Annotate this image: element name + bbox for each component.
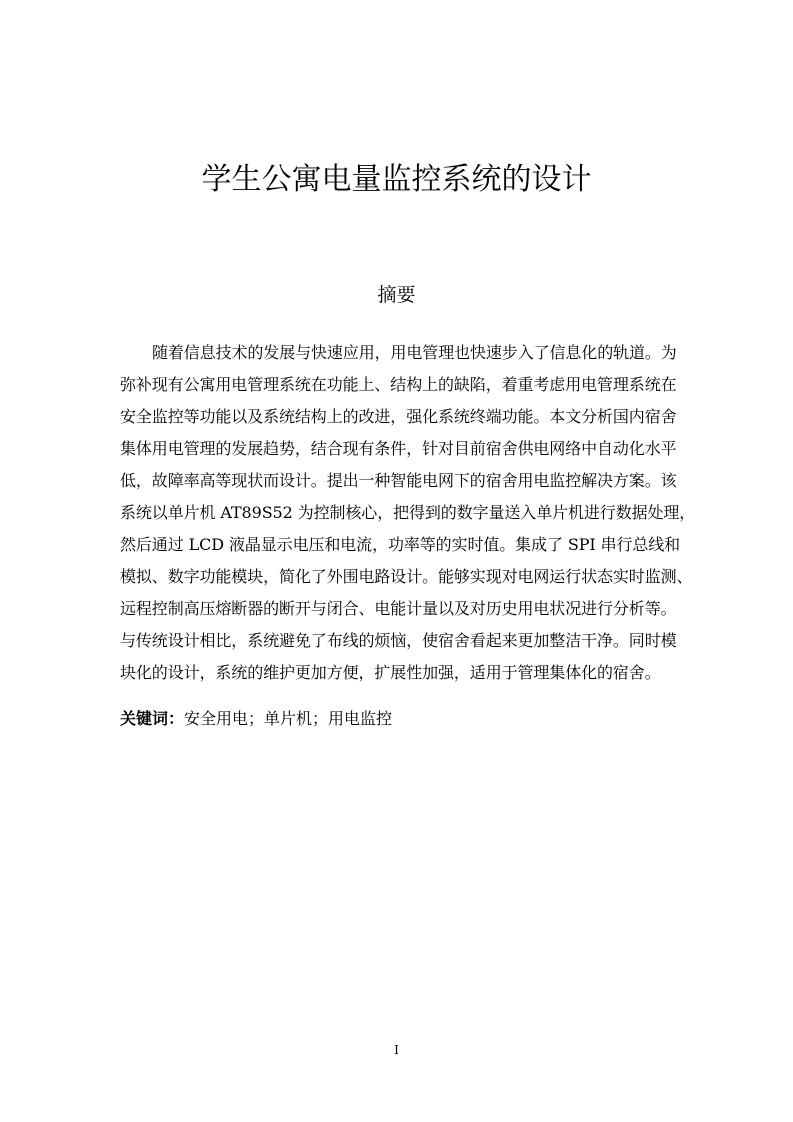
abstract-line: 远程控制高压熔断器的断开与闭合、电能计量以及对历史用电状况进行分析等。	[120, 599, 677, 618]
page-number: I	[394, 1043, 399, 1057]
document-title: 学生公寓电量监控系统的设计	[201, 162, 592, 197]
abstract-line: 与传统设计相比，系统避免了布线的烦恼，使宿舍看起来更加整洁干净。同时模	[120, 631, 677, 650]
keywords-label: 关键词：	[120, 709, 185, 728]
abstract-line: 集体用电管理的发展趋势，结合现有条件，针对目前宿舍供电网络中自动化水平	[120, 439, 677, 458]
abstract-line: 系统以单片机 AT89S52 为控制核心，把得到的数字量送入单片机进行数据处理，	[120, 503, 696, 522]
abstract-line: 模拟、数字功能模块，简化了外围电路设计。能够实现对电网运行状态实时监测、	[120, 567, 693, 586]
keywords-text: 安全用电；单片机；用电监控	[184, 709, 393, 728]
abstract-heading: 摘要	[377, 284, 416, 306]
abstract-body	[120, 337, 696, 689]
abstract-line: 弥补现有公寓用电管理系统在功能上、结构上的缺陷，着重考虑用电管理系统在	[120, 375, 677, 394]
abstract-line: 安全监控等功能以及系统结构上的改进，强化系统终端功能。本文分析国内宿舍	[120, 407, 677, 426]
abstract-line: 块化的设计，系统的维护更加方便，扩展性加强，适用于管理集体化的宿舍。	[120, 663, 661, 682]
abstract-line: 低，故障率高等现状而设计。提出一种智能电网下的宿舍用电监控解决方案。该	[120, 471, 677, 490]
abstract-line: 然后通过 LCD 液晶显示电压和电流，功率等的实时值。集成了 SPI 串行总线和	[120, 535, 681, 554]
abstract-line: 随着信息技术的发展与快速应用，用电管理也快速步入了信息化的轨道。为	[152, 343, 677, 362]
keywords-line	[120, 704, 392, 734]
